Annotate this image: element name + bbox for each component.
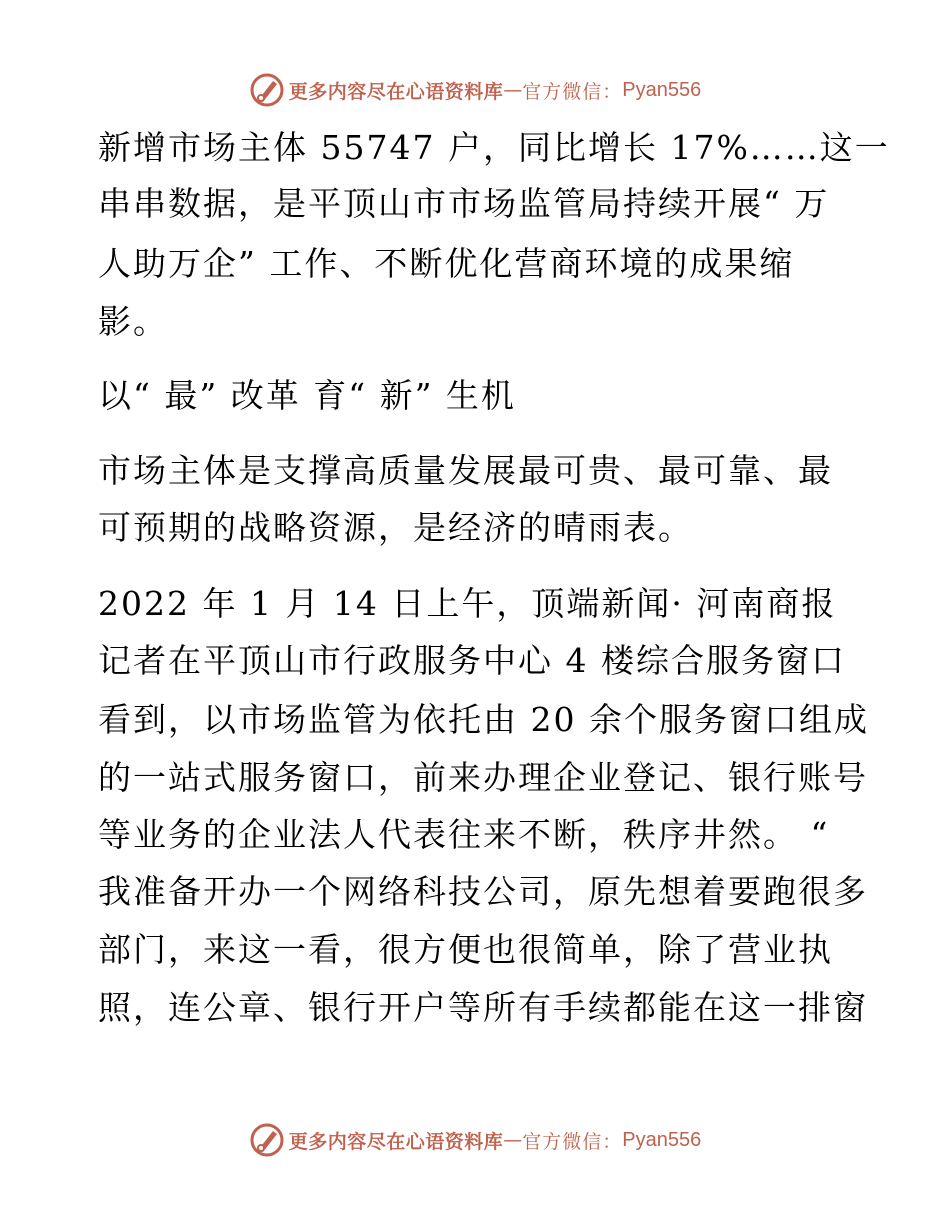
text-line: 照，连公章、银行开户等所有手续都能在这一排窗: [98, 988, 868, 1027]
watermark-wechat-id: Pyan556: [622, 78, 702, 101]
text-line: 市场主体是支撑高质量发展最可贵、最可靠、最: [98, 451, 833, 490]
watermark-separator: —: [503, 1129, 523, 1151]
pen-logo-icon: [249, 1122, 285, 1158]
text-line: 记者在平顶山市行政服务中心 4 楼综合服务窗口: [98, 641, 846, 680]
watermark-text: 更多内容尽在心语资料库: [288, 80, 504, 103]
watermark-wechat-id: Pyan556: [622, 1128, 702, 1151]
watermark-footer: [0, 1118, 950, 1162]
text-line: 我准备开办一个网络科技公司，原先想着要跑很多: [98, 872, 868, 911]
text-line: 等业务的企业法人代表往来不断，秩序井然。 “: [98, 815, 830, 854]
watermark-header: [0, 68, 950, 112]
text-line: 部门，来这一看，很方便也很简单，除了营业执: [98, 930, 833, 969]
text-line: 可预期的战略资源，是经济的晴雨表。: [98, 508, 693, 547]
text-line: 2022 年 1 月 14 日上午，顶端新闻· 河南商报: [98, 584, 837, 623]
text-line: 看到，以市场监管为依托由 20 余个服务窗口组成: [98, 700, 869, 739]
text-line: 人助万企” 工作、不断优化营商环境的成果缩: [98, 244, 795, 283]
watermark-separator: —: [503, 79, 523, 101]
text-line: 串串数据，是平顶山市市场监管局持续开展“ 万: [98, 184, 830, 223]
text-line: 的一站式服务窗口，前来办理企业登记、银行账号: [98, 758, 868, 797]
watermark-wechat-label: 官方微信：: [522, 80, 623, 103]
pen-logo-icon: [249, 72, 285, 108]
text-line: 新增市场主体 55747 户，同比增长 17%……这一: [98, 128, 890, 167]
watermark-text: 更多内容尽在心语资料库: [288, 1130, 504, 1153]
text-line: 影。: [98, 302, 168, 341]
section-heading: 以“ 最” 改革 育“ 新” 生机: [98, 376, 516, 415]
watermark-wechat-label: 官方微信：: [522, 1130, 623, 1153]
